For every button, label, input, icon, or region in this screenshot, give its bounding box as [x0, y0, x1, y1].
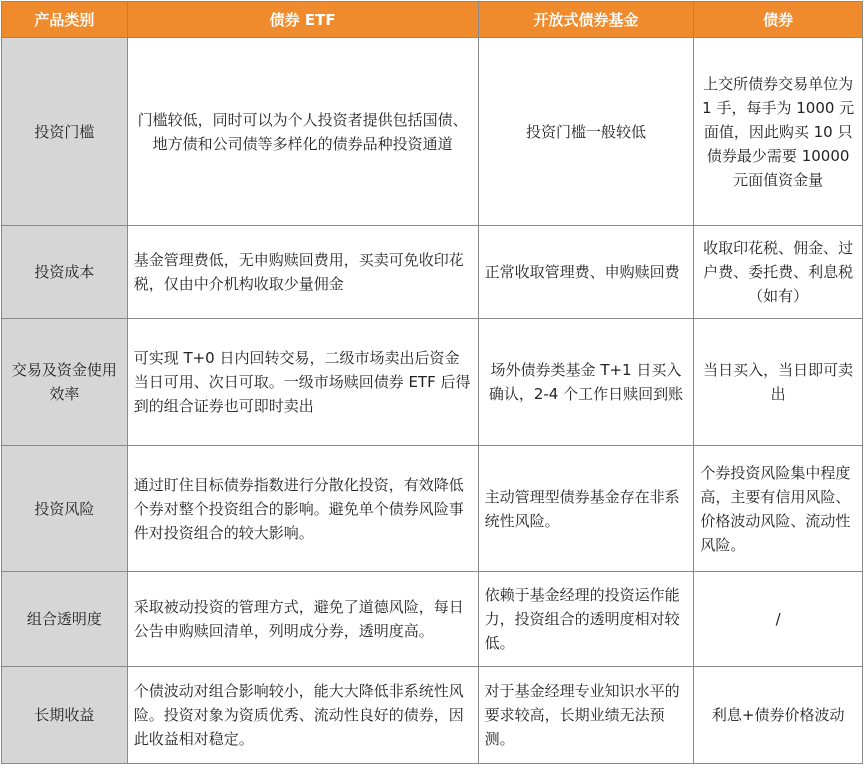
table-row — [2, 572, 863, 667]
row-category: 交易及资金使用效率 — [2, 319, 128, 446]
row-bond-cell: 利息+债券价格波动 — [694, 667, 863, 764]
row-bond-cell: / — [694, 572, 863, 667]
row-etf-cell: 采取被动投资的管理方式，避免了道德风险，每日公告申购赎回清单，列明成分券，透明度高。 — [127, 572, 478, 667]
row-category: 组合透明度 — [2, 572, 128, 667]
row-bond-cell: 当日买入，当日即可卖出 — [694, 319, 863, 446]
table-row — [2, 446, 863, 572]
comparison-table — [1, 1, 863, 764]
row-etf-cell: 门槛较低，同时可以为个人投资者提供包括国债、地方债和公司债等多样化的债券品种投资通道 — [127, 38, 478, 226]
header-product-category: 产品类别 — [2, 2, 128, 38]
row-fund-cell: 依赖于基金经理的投资运作能力，投资组合的透明度相对较低。 — [478, 572, 694, 667]
row-category: 投资成本 — [2, 226, 128, 319]
row-etf-cell: 个债波动对组合影响较小，能大大降低非系统性风险。投资对象为资质优秀、流动性良好的债券，因此收益相对稳定。 — [127, 667, 478, 764]
header-bond-etf: 债券 ETF — [127, 2, 478, 38]
row-bond-cell: 上交所债券交易单位为 1 手，每手为 1000 元面值，因此购买 10 只债券最少需要 10000 元面值资金量 — [694, 38, 863, 226]
row-bond-cell: 个券投资风险集中程度高，主要有信用风险、价格波动风险、流动性风险。 — [694, 446, 863, 572]
header-bond: 债券 — [694, 2, 863, 38]
row-fund-cell: 场外债券类基金 T+1 日买入确认，2-4 个工作日赎回到账 — [478, 319, 694, 446]
row-fund-cell: 主动管理型债券基金存在非系统性风险。 — [478, 446, 694, 572]
row-etf-cell: 通过盯住目标债券指数进行分散化投资，有效降低个券对整个投资组合的影响。避免单个债券风险事件对投资组合的较大影响。 — [127, 446, 478, 572]
table-row — [2, 226, 863, 319]
row-etf-cell: 可实现 T+0 日内回转交易，二级市场卖出后资金当日可用、次日可取。一级市场赎回债券 ETF 后得到的组合证券也可即时卖出 — [127, 319, 478, 446]
row-category: 长期收益 — [2, 667, 128, 764]
row-category: 投资门槛 — [2, 38, 128, 226]
table-row — [2, 38, 863, 226]
header-row — [2, 2, 863, 38]
row-etf-cell: 基金管理费低，无申购赎回费用，买卖可免收印花税，仅由中介机构收取少量佣金 — [127, 226, 478, 319]
table-row — [2, 667, 863, 764]
table-row — [2, 319, 863, 446]
row-fund-cell: 对于基金经理专业知识水平的要求较高，长期业绩无法预测。 — [478, 667, 694, 764]
row-fund-cell: 正常收取管理费、申购赎回费 — [478, 226, 694, 319]
row-fund-cell: 投资门槛一般较低 — [478, 38, 694, 226]
row-category: 投资风险 — [2, 446, 128, 572]
row-bond-cell: 收取印花税、佣金、过户费、委托费、利息税（如有） — [694, 226, 863, 319]
header-open-end-bond-fund: 开放式债券基金 — [478, 2, 694, 38]
